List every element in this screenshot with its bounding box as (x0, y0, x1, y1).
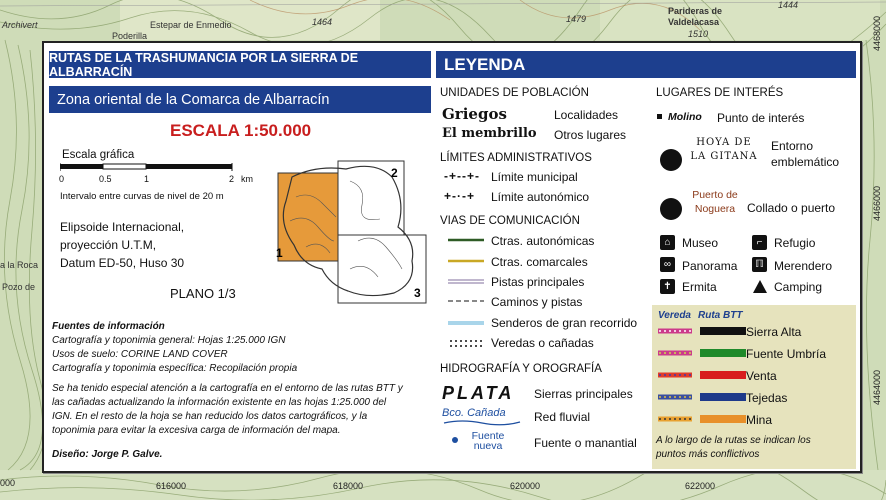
coordinate-label: 4464000 (872, 370, 882, 406)
map-peak-label: 1479 (566, 14, 587, 24)
fuente-sample: Fuente nueva (471, 430, 505, 452)
map-peak-label: 1510 (688, 29, 709, 39)
otros-lugares-sample: El membrillo (442, 126, 537, 141)
picnic-icon: ℿ (752, 257, 767, 272)
scale-tick: 2 (229, 174, 235, 184)
coordinate-label: 4468000 (872, 16, 882, 52)
source-note-line: toponimia para evitar la excesiva carga de información del mapa. (52, 425, 341, 436)
puerto-sample: Puerto de (692, 189, 738, 201)
map-place-label: Parideras de (668, 6, 723, 16)
panorama-label: Panorama (682, 259, 738, 273)
scale-tick: 0 (59, 174, 65, 184)
legend-panel (42, 41, 862, 473)
map-place-label: Estepar de Enmedio (150, 20, 232, 30)
puerto-label: Collado o puerto (747, 201, 836, 215)
map-subtitle: Zona oriental de la Comarca de Albarracín (57, 91, 330, 108)
sierra-sample: PLATA (442, 383, 515, 403)
viewpoint-icon: ∞ (660, 257, 675, 272)
projection-line: Elipsoide Internacional, (60, 220, 185, 234)
camping-label: Camping (774, 280, 823, 294)
inset-number: 1 (276, 246, 283, 260)
map-place-label: Pozo de (2, 282, 36, 292)
legend-title: LEYENDA (444, 54, 526, 74)
interest-point-icon (656, 113, 664, 121)
fuente-label: Fuente o manantial (534, 436, 637, 450)
puerto-sample: Noguera (694, 203, 736, 215)
mountain-pass-icon (660, 198, 682, 220)
source-note-line: las cañadas actualizando la información existente en las hojas 1:25.000 del (52, 397, 387, 408)
routes-note: A lo largo de la rutas se indican los (656, 435, 811, 446)
source-line: Cartografía y toponimia específica: Recopilación propia (52, 363, 298, 374)
via-label: Veredas o cañadas (491, 336, 594, 350)
coordinate-label: 622000 (685, 481, 716, 491)
otros-lugares-label: Otros lugares (554, 128, 627, 142)
chapel-icon: ✝ (660, 279, 675, 294)
hidro-heading: HIDROGRAFÍA Y OROGRAFÍA (440, 363, 602, 375)
scale-tick: 1 (144, 174, 150, 184)
via-label: Ctras. comarcales (491, 255, 588, 269)
inset-overview-map (266, 157, 434, 307)
map-place-label: Valdelacasa (668, 17, 720, 27)
refugio-label: Refugio (774, 236, 816, 250)
coordinate-label: 618000 (333, 481, 364, 491)
scale-tick: 0.5 (99, 174, 112, 184)
route-tejedas-symbols (658, 393, 746, 401)
route-label: Mina (746, 413, 773, 427)
ermita-label: Ermita (682, 280, 717, 294)
route-venta-symbols (658, 371, 746, 379)
scale-unit: km (241, 174, 253, 184)
molino-sample: Molino (668, 111, 702, 123)
source-note-line: Se ha tenido especial atención a la cartografía en el entorno de las rutas BTT y (52, 383, 403, 394)
red-fluvial-sample: Bco. Cañada (442, 407, 506, 419)
inset-number: 3 (414, 286, 421, 300)
limite-autonomico-label: Límite autonómico (491, 190, 590, 204)
sources-heading: Fuentes de información (52, 321, 165, 332)
route-fuente-umbria-symbols (658, 349, 746, 357)
localidad-label: Localidades (554, 108, 619, 122)
spring-dot-icon (450, 435, 460, 445)
route-label: Venta (746, 369, 777, 383)
source-line: Usos de suelo: CORINE LAND COVER (52, 349, 228, 360)
shelter-icon: ⌐ (752, 235, 767, 250)
coordinate-label: 4466000 (872, 186, 882, 222)
merendero-label: Merendero (774, 259, 833, 273)
title-bar (49, 51, 431, 78)
contour-interval: Intervalo entre curvas de nivel de 20 m (60, 191, 224, 202)
coordinate-label: 616000 (156, 481, 187, 491)
subtitle-bar (49, 86, 431, 113)
route-label: Fuente Umbría (746, 347, 827, 361)
source-line: Cartografía y toponimia general: Hojas 1:25.000 IGN (52, 335, 286, 346)
map-peak-label: 1444 (778, 0, 799, 10)
poblacion-heading: UNIDADES DE POBLACIÓN (440, 87, 589, 99)
map-peak-label: 1464 (312, 17, 333, 27)
design-credit: Diseño: Jorge P. Galve. (52, 449, 163, 460)
vereda-column-header: Vereda (658, 310, 691, 321)
via-label: Pistas principales (491, 275, 585, 289)
vias-heading: VIAS DE COMUNICACIÓN (440, 215, 580, 227)
routes-note: puntos más conflictivos (656, 449, 760, 460)
scale-graphic-label: Escala gráfica (62, 149, 135, 161)
hoya-label: Entorno (771, 139, 814, 153)
limite-municipal-sample: -+--+- (444, 169, 480, 183)
legend-title-bar (436, 51, 856, 78)
map-place-label: a la Roca (0, 260, 39, 270)
inset-number: 2 (391, 166, 398, 180)
limites-heading: LÍMITES ADMINISTRATIVOS (440, 152, 592, 164)
red-fluvial-label: Red fluvial (534, 410, 591, 424)
scale-bar (60, 161, 250, 175)
via-label: Caminos y pistas (491, 295, 583, 309)
route-sierra-alta-symbols (658, 327, 746, 335)
river-line-icon (442, 419, 522, 427)
projection-line: Datum ED-50, Huso 30 (60, 256, 185, 270)
molino-label: Punto de interés (717, 111, 805, 125)
via-label: Senderos de gran recorrido (491, 316, 638, 330)
limite-autonomico-sample: +-·-+ (444, 189, 476, 203)
scale-title: ESCALA 1:50.000 (170, 121, 312, 140)
hoya-sample: LA GITANA (690, 151, 758, 162)
map-place-label: Archivert (2, 20, 38, 30)
projection-line: proyección U.T.M, (60, 238, 157, 252)
localidad-sample: Griegos (442, 105, 507, 123)
route-mina-symbols (658, 415, 746, 423)
route-symbols (656, 325, 752, 429)
route-label: Sierra Alta (746, 325, 802, 339)
route-label: Tejedas (746, 391, 788, 405)
coordinate-label: 620000 (510, 481, 541, 491)
sierra-label: Sierras principales (534, 387, 633, 401)
source-note-line: IGN. En el resto de la hoja se han reducido los datos cartográficos, y la (52, 411, 368, 422)
lugares-heading: LUGARES DE INTERÉS (656, 87, 784, 99)
btt-column-header: Ruta BTT (698, 310, 743, 321)
hoya-sample: HOYA DE (696, 137, 752, 148)
map-title: RUTAS DE LA TRASHUMANCIA POR LA SIERRA DE ALBARRACÍN (49, 50, 359, 79)
camping-icon (752, 279, 768, 294)
via-label: Ctras. autonómicas (491, 234, 595, 248)
plano-label: PLANO 1/3 (170, 286, 236, 301)
museo-label: Museo (682, 236, 719, 250)
map-place-label: Poderilla (112, 31, 148, 41)
museum-icon: ⌂ (660, 235, 675, 250)
vias-symbols (446, 233, 486, 373)
emblematic-area-icon (660, 149, 682, 171)
limite-municipal-label: Límite municipal (491, 170, 578, 184)
hoya-label: emblemático (771, 155, 840, 169)
coordinate-label: 000 (0, 478, 16, 488)
